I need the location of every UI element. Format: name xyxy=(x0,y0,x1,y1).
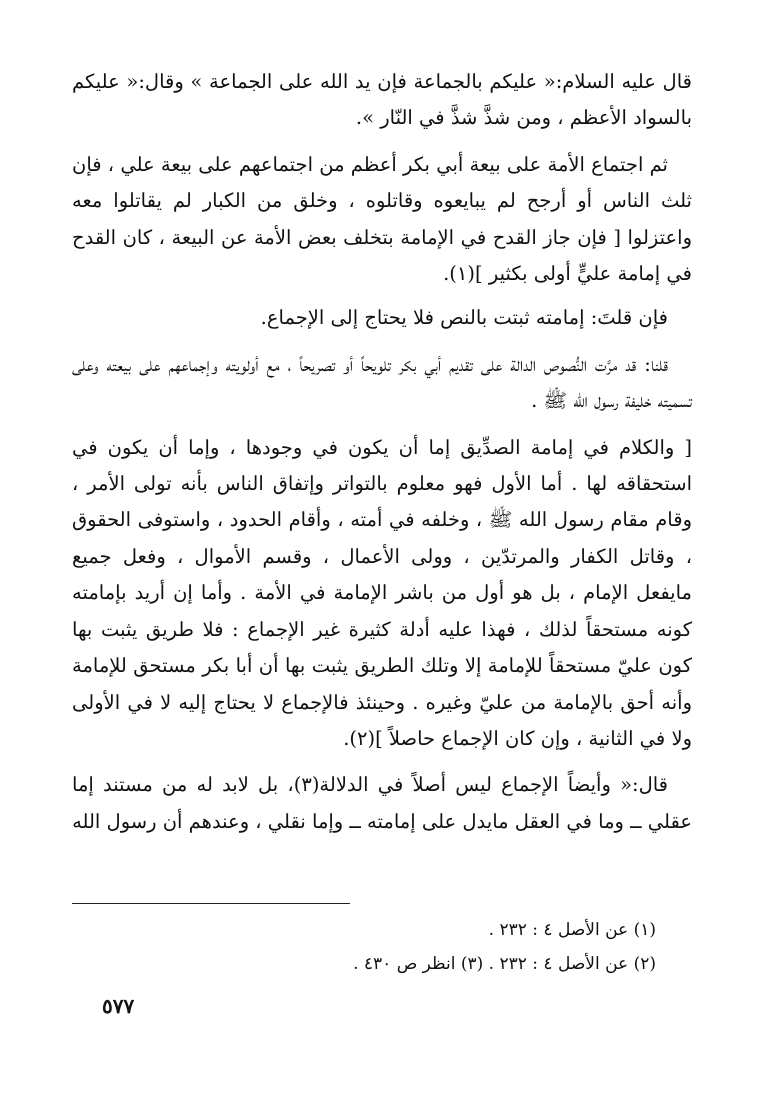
footnote-divider xyxy=(72,903,350,904)
paragraph-6: قال:« وأيضاً الإجماع ليس أصلاً في الدلالة(٣)، بل لابد له من مستند إما عقلي ــ وما في العقل مايدل على إمامته ــ وإما نقلي ، وعندهم أن رسول الله xyxy=(72,773,692,833)
paragraph-5: [ والكلام في إمامة الصدِّيق إما أن يكون في وجودها ، وإما أن يكون في استحقاقه لها . أما الأول فهو معلوم بالتواتر وإتفاق الناس بأنه تولى الأمر ، وقام مقام رسول الله ﷺ ، وخلفه في أمته ، وأقام الحدود ، واستوفى الحقوق ، وقاتل الكفار والمرتدّين ، وولى الأعمال ، وقسم الأموال ، وفعل جميع مايفعل الإمام ، بل هو أول من باشر الإمامة في الأمة . وأما إن أريد بإمامته كونه مستحقاً لذلك ، فهذا عليه أدلة كثيرة غير الإجماع : فلا طريق يثبت بها كون عليّ مستحقاً للإمامة إلا وتلك الطريق يثبت بها أن أبا بكر مستحق للإمامة وأنه أحق بالإمامة من عليّ وغيره . وحينئذ فالإجماع لا يحتاج إليه لا في الأولى ولا في الثانية ، وإن كان الإجماع حاصلاً ](٢). xyxy=(72,435,692,750)
paragraph-2: ثم اجتماع الأمة على بيعة أبي بكر أعظم من اجتماعهم على بيعة علي ، فإن ثلث الناس أو أرجح لم يبايعوه وقاتلوه ، وخلق من الكبار لم يقاتلوا معه واعتزلوا [ فإن جاز القدح في الإمامة بتخلف بعض الأمة عن البيعة ، كان القدح في إمامة عليٍّ أولى بكثير ](١). xyxy=(72,152,692,286)
footnotes xyxy=(72,913,692,981)
page-number: ٥٧٧ xyxy=(102,994,135,1018)
page-body xyxy=(72,64,692,840)
footnote-1: (١) عن الأصل ٤ : ٢٣٢ . xyxy=(488,920,656,940)
paragraph-1: قال عليه السلام:« عليكم بالجماعة فإن يد الله على الجماعة » وقال:« عليكم بالسواد الأعظم ، ومن شذَّ شذَّ في النّار ». xyxy=(72,70,692,130)
paragraph-4: قلنا: قد مرَّت النُّصوص الدالة على تقديم أبي بكر تلويحاً أو تصريحاً ، مع أولويته وإجماعهم على بيعته وعلى تسميته خليفة رسول الله ﷺ . xyxy=(72,352,692,413)
paragraph-3: فإن قلتَ: إمامته ثبتت بالنص فلا يحتاج إلى الإجماع. xyxy=(260,306,668,330)
footnote-2: (٢) عن الأصل ٤ : ٢٣٢ . (٣) انظر ص ٤٣٠ . xyxy=(353,954,656,974)
